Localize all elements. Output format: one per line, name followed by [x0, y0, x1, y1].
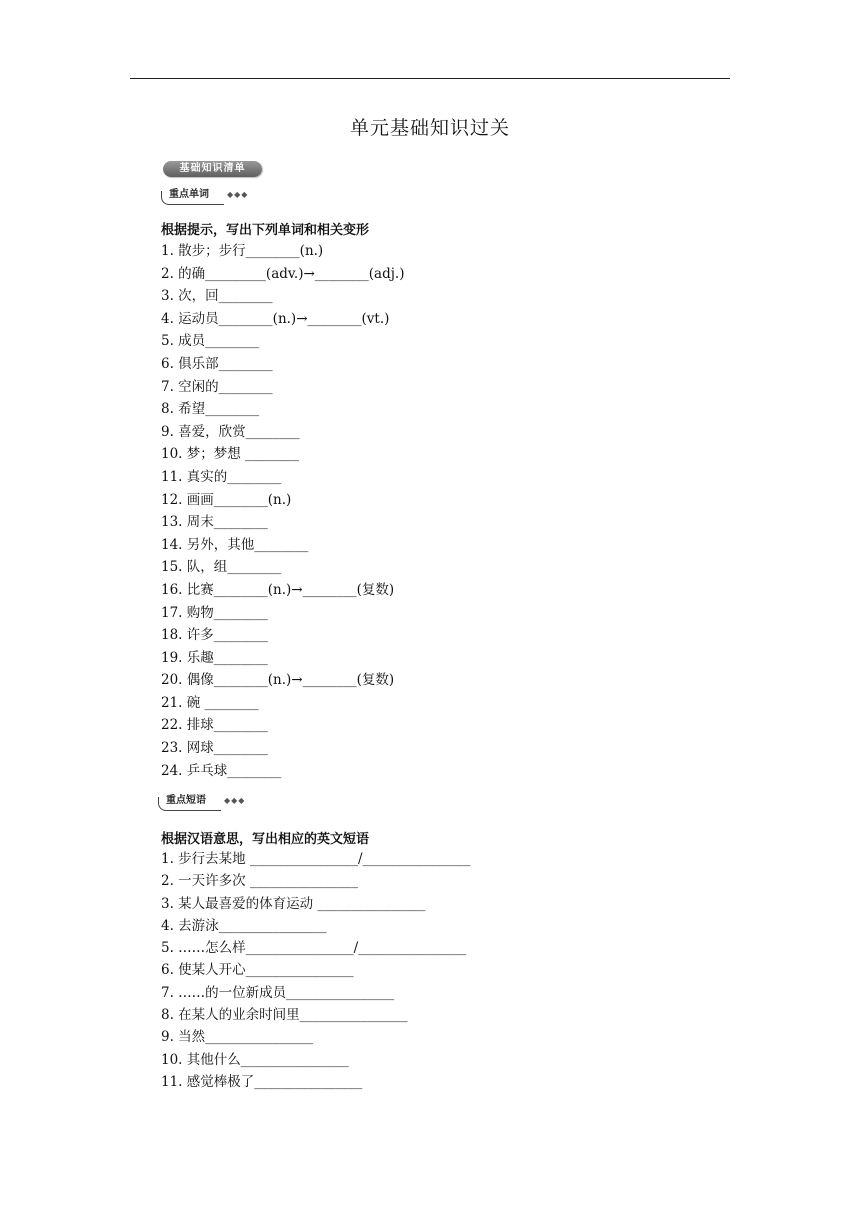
- list-item: 2. 一天许多次 ________________: [161, 873, 358, 890]
- list-item: 15. 队，组________: [161, 559, 282, 576]
- list-item: 13. 周末________: [161, 514, 268, 531]
- list-item: 17. 购物________: [161, 604, 268, 621]
- list-item: 22. 排球________: [161, 717, 268, 734]
- list-item: 2. 的确_________(adv.)→________(adj.): [161, 265, 405, 282]
- list-item: 11. 感觉棒极了________________: [161, 1073, 363, 1090]
- list-item: 7. 空闲的________: [161, 378, 273, 395]
- list-item: 16. 比赛________(n.)→________(复数): [161, 581, 395, 598]
- list-item: 8. 在某人的业余时间里________________: [161, 1007, 408, 1024]
- list-item: 10. 其他什么________________: [161, 1051, 349, 1068]
- list-item: 4. 去游泳________________: [161, 917, 327, 934]
- vocab-instruction: 根据提示，写出下列单词和相关变形: [161, 223, 370, 238]
- list-item: 8. 希望________: [161, 401, 260, 418]
- page-title: 单元基础知识过关: [349, 117, 510, 139]
- vocab-list: [161, 240, 404, 782]
- phrase-tag-label: 重点短语: [166, 795, 206, 806]
- list-item: 21. 碗 ________: [161, 694, 259, 711]
- list-item: 11. 真实的________: [161, 468, 282, 485]
- list-item: 10. 梦；梦想 ________: [161, 446, 300, 463]
- vocab-tag: [161, 188, 261, 204]
- list-item: 4. 运动员________(n.)→________(vt.): [161, 310, 390, 327]
- phrase-tag: [158, 794, 258, 810]
- top-rule: [130, 78, 730, 79]
- list-item: 6. 使某人开心________________: [161, 962, 354, 979]
- list-item: 5. 成员________: [161, 333, 260, 350]
- list-item: 14. 另外，其他________: [161, 536, 309, 553]
- list-item: 5. ……怎么样________________/________________: [161, 940, 467, 957]
- list-item: 1. 散步；步行________(n.): [161, 243, 324, 259]
- list-item: 3. 某人最喜爱的体育运动 ________________: [161, 895, 426, 912]
- list-item: 20. 偶像________(n.)→________(复数): [161, 672, 395, 689]
- list-item: 12. 画画________(n.): [161, 491, 292, 508]
- list-item: 23. 网球________: [161, 740, 268, 757]
- list-item: 1. 步行去某地 ________________/________________: [161, 851, 471, 867]
- diamond-dots-icon: ◆◆◆: [224, 796, 246, 805]
- vocab-tag-label: 重点单词: [169, 189, 209, 200]
- list-item: 9. 当然________________: [161, 1029, 314, 1046]
- list-item: 19. 乐趣________: [161, 649, 268, 666]
- diamond-dots-icon: ◆◆◆: [227, 190, 249, 199]
- section-banner: 基础知识清单: [163, 161, 262, 177]
- phrase-list: [161, 848, 471, 1093]
- list-item: 24. 乒乓球________: [161, 762, 282, 779]
- list-item: 6. 俱乐部________: [161, 355, 273, 372]
- list-item: 3. 次，回________: [161, 288, 273, 305]
- list-item: 9. 喜爱，欣赏________: [161, 423, 300, 440]
- list-item: 18. 许多________: [161, 627, 268, 644]
- phrase-instruction: 根据汉语意思，写出相应的英文短语: [161, 832, 370, 847]
- list-item: 7. ……的一位新成员________________: [161, 984, 395, 1001]
